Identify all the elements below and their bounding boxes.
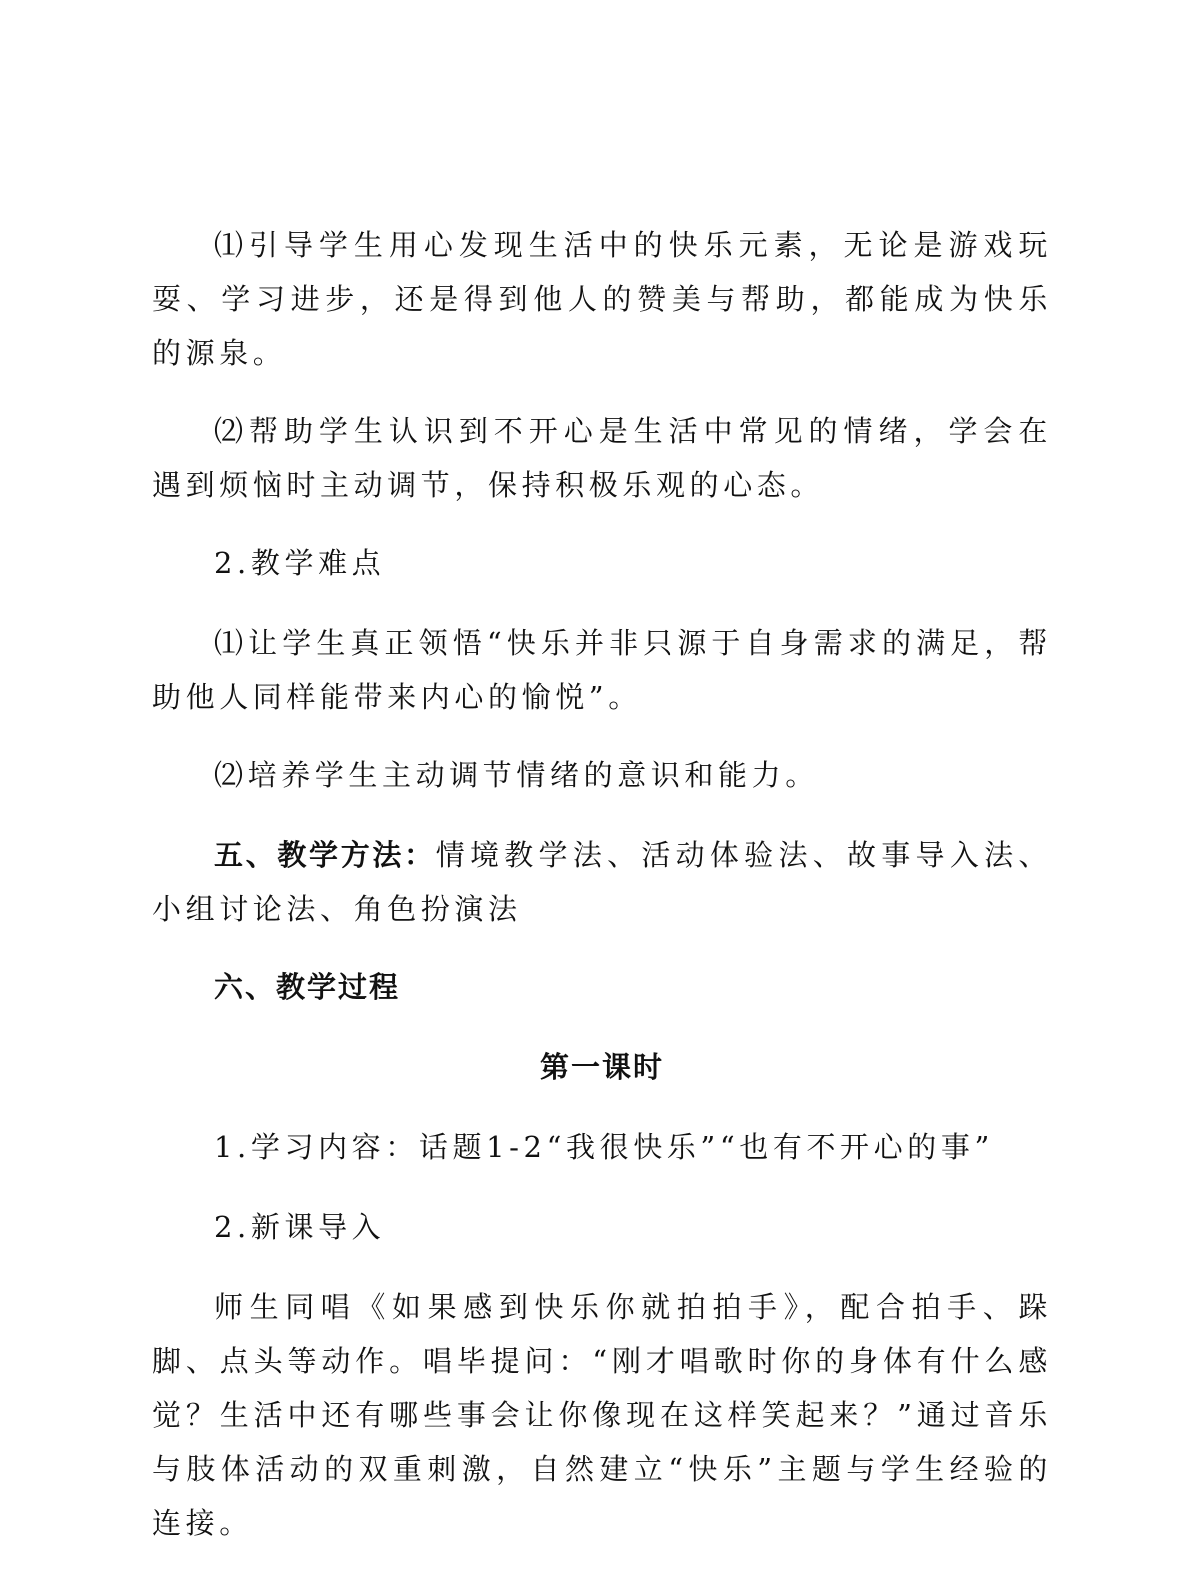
heading-lesson-introduction: 2.新课导入	[214, 1210, 386, 1244]
heading-teaching-difficulty: 2.教学难点	[214, 546, 386, 580]
paragraph-teaching-focus-2: ⑵帮助学生认识到不开心是生活中常见的情绪，学会在遇到烦恼时主动调节，保持积极乐观的心态。	[152, 414, 1052, 502]
paragraph-teaching-focus-1: ⑴引导学生用心发现生活中的快乐元素，无论是游戏玩耍、学习进步，还是得到他人的赞美与帮助，都能成为快乐的源泉。	[152, 228, 1052, 370]
heading-first-lesson: 第一课时	[539, 1050, 664, 1084]
heading-teaching-process: 六、教学过程	[214, 970, 401, 1004]
teaching-methods-label: 五、教学方法：	[214, 838, 436, 872]
paragraph-learning-content: 1.学习内容：话题1-2“我很快乐”“也有不开心的事”	[214, 1130, 994, 1164]
paragraph-lesson-introduction: 师生同唱《如果感到快乐你就拍拍手》，配合拍手、跺脚、点头等动作。唱毕提问：“刚才唱歌时你的身体有什么感觉？生活中还有哪些事会让你像现在这样笑起来？”通过音乐与肢体活动的双重刺激，自然建立“快乐”主题与学生经验的连接。	[152, 1290, 1052, 1540]
paragraph-teaching-difficulty-2: ⑵培养学生主动调节情绪的意识和能力。	[214, 758, 819, 792]
document-page	[152, 218, 1052, 1574]
paragraph-teaching-methods	[152, 828, 1052, 936]
paragraph-teaching-difficulty-1: ⑴让学生真正领悟“快乐并非只源于自身需求的满足，帮助他人同样能带来内心的愉悦”。	[152, 626, 1052, 714]
teaching-methods-text: 情境教学法、活动体验法、故事导入法、小组讨论法、角色扮演法	[152, 838, 1052, 926]
